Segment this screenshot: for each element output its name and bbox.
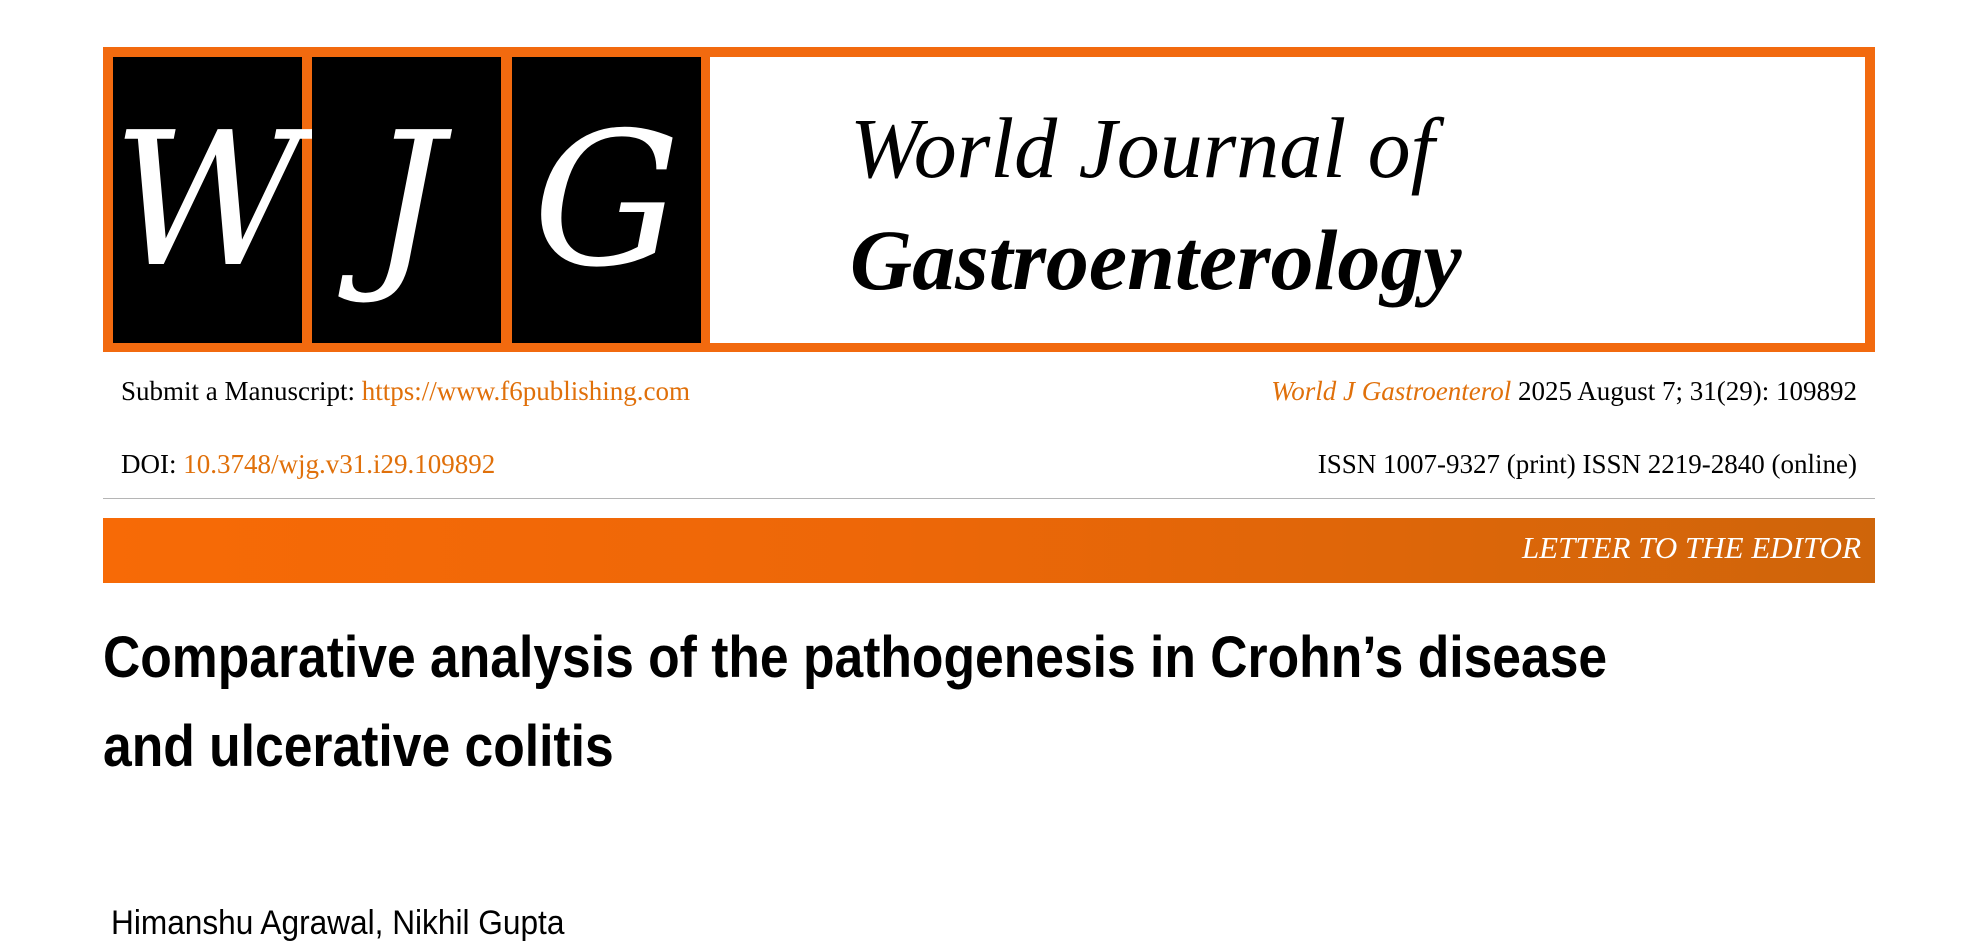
logo-tile-j: [312, 57, 501, 343]
doi-label: DOI:: [121, 449, 184, 479]
journal-banner: [103, 47, 1875, 352]
logo-letter: J: [369, 91, 444, 308]
citation-line: [1271, 378, 1857, 405]
article-title: Comparative analysis of the pathogenesis in Crohn’s disease and ulcerative colitis: [103, 625, 1608, 779]
article-type-bar: [103, 518, 1875, 583]
citation-details: 2025 August 7; 31(29): 109892: [1511, 376, 1857, 406]
journal-title-line2: Gastroenterology: [850, 212, 1462, 308]
article-authors: Himanshu Agrawal, Nikhil Gupta: [111, 904, 565, 942]
doi-link[interactable]: 10.3748/wjg.v31.i29.109892: [183, 449, 496, 479]
issn-line: ISSN 1007-9327 (print) ISSN 2219-2840 (online): [1317, 449, 1857, 479]
submit-url-link[interactable]: https://www.f6publishing.com: [361, 376, 690, 406]
logo-letter: W: [112, 91, 303, 308]
logo-tile-w: [113, 57, 302, 343]
journal-title-line1: World Journal of: [850, 100, 1435, 196]
submit-label: Submit a Manuscript:: [121, 376, 362, 406]
doi-line: [121, 451, 495, 478]
header-divider: [103, 498, 1875, 499]
journal-abbrev: World J Gastroenterol: [1271, 376, 1512, 406]
submit-manuscript: [121, 378, 690, 405]
article-type-label: LETTER TO THE EDITOR: [1521, 530, 1861, 565]
logo-tile-g: [512, 57, 701, 343]
logo-letter: G: [532, 91, 681, 308]
journal-title-panel: [710, 57, 1865, 343]
